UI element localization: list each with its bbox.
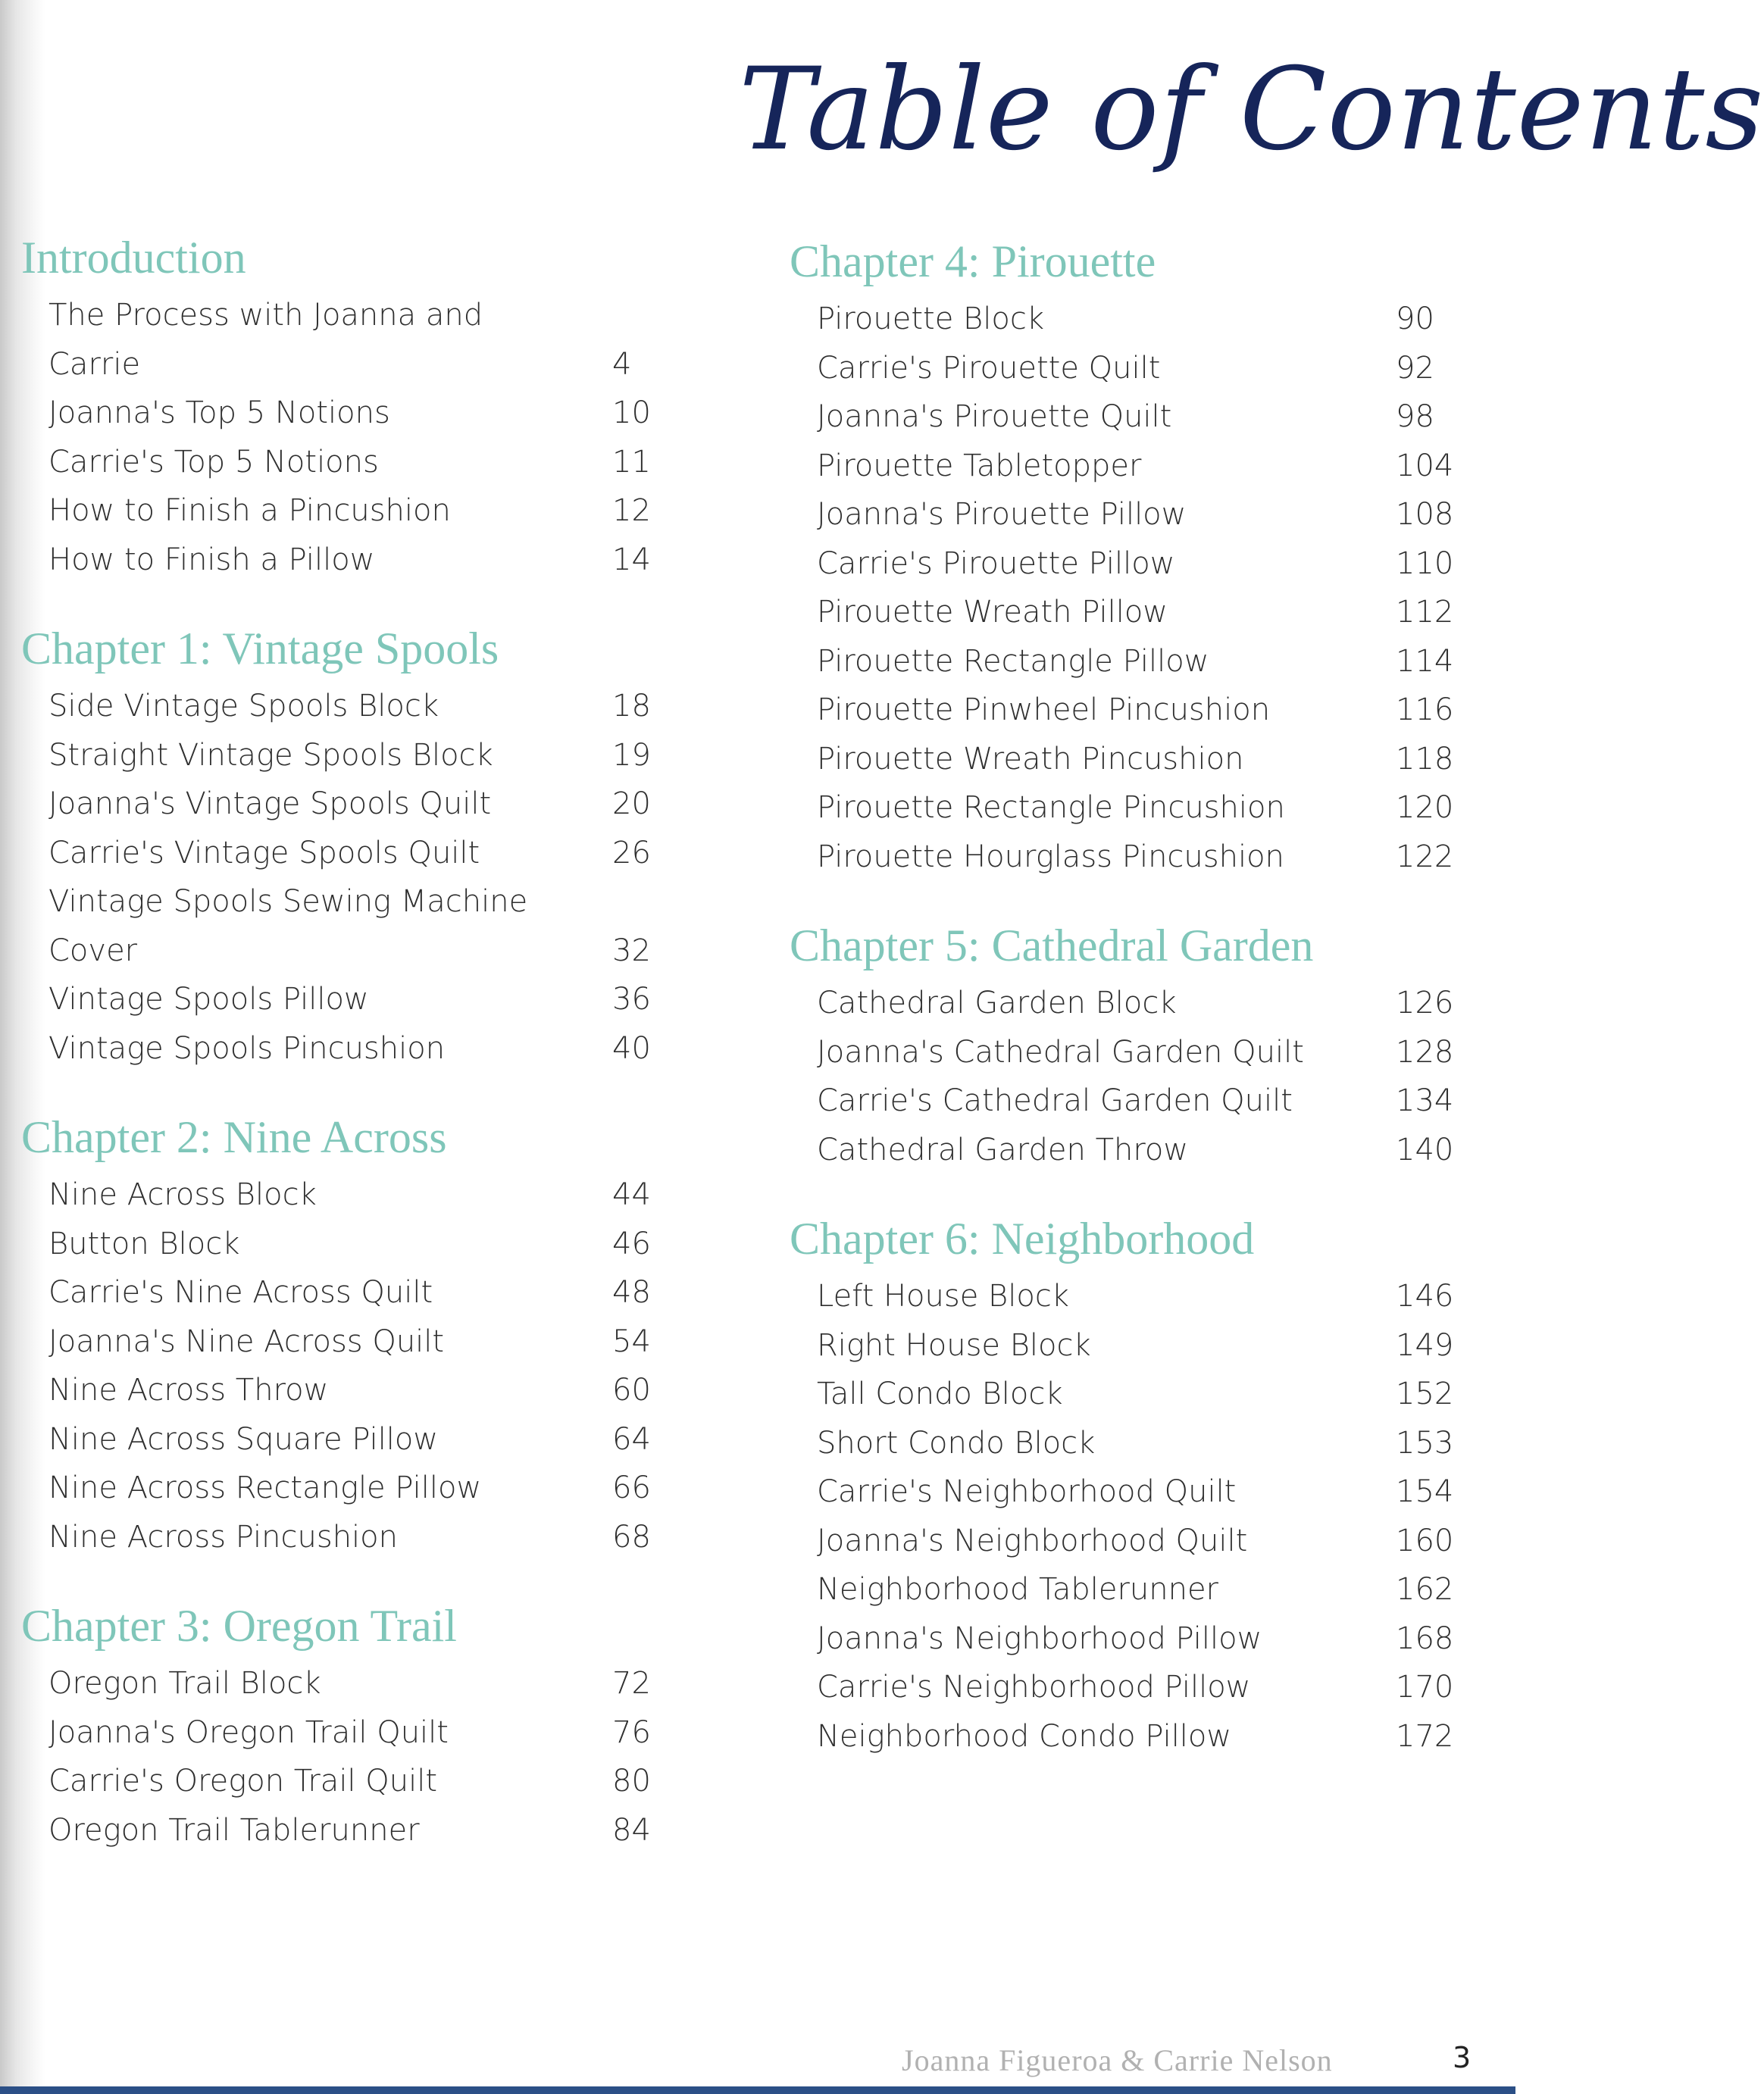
- toc-entry: [21, 1366, 673, 1415]
- toc-entry-title: Vintage Spools Pincushion: [48, 1030, 446, 1066]
- toc-entry: [21, 1806, 673, 1855]
- toc-entry: [21, 291, 673, 389]
- toc-entry-page: 26: [612, 835, 651, 870]
- toc-entry: [21, 975, 673, 1024]
- toc-entry-page: 14: [612, 542, 651, 577]
- toc-entry-title: Cathedral Garden Block: [817, 986, 1177, 1020]
- toc-entry: [790, 1614, 1456, 1664]
- toc-entry-title: Joanna's Pirouette Quilt: [817, 399, 1172, 434]
- toc-entry-title: Pirouette Pinwheel Pincushion: [817, 692, 1271, 727]
- toc-entry-title: Pirouette Tabletopper: [817, 448, 1142, 483]
- toc-entry-title: Nine Across Block: [48, 1177, 317, 1212]
- toc-entry-title: Nine Across Throw: [48, 1373, 329, 1408]
- toc-entry-page: 48: [612, 1275, 651, 1310]
- toc-entry-title: Cathedral Garden Throw: [817, 1132, 1189, 1167]
- toc-entry-title: Neighborhood Tablerunner: [817, 1572, 1218, 1607]
- toc-section: [790, 1208, 1456, 1761]
- toc-entry: [790, 1028, 1456, 1077]
- toc-entry: [21, 731, 673, 780]
- toc-entry-title: Joanna's Neighborhood Quilt: [817, 1523, 1248, 1558]
- toc-entry-page: 114: [1396, 643, 1454, 679]
- toc-entry-title: Pirouette Rectangle Pincushion: [817, 790, 1285, 825]
- toc-entry: [790, 295, 1456, 344]
- toc-entry: [790, 1517, 1456, 1566]
- toc-entry-title: The Process with Joanna and Carrie: [48, 298, 483, 382]
- toc-entry: [21, 780, 673, 829]
- toc-entry: [21, 438, 673, 487]
- toc-entry-page: 68: [612, 1519, 651, 1555]
- toc-entry-title: Side Vintage Spools Block: [48, 689, 439, 724]
- toc-entry: [790, 490, 1456, 539]
- toc-entry-title: Vintage Spools Pillow: [48, 982, 369, 1017]
- toc-entry-title: Pirouette Wreath Pillow: [817, 595, 1168, 630]
- toc-entry-title: Joanna's Oregon Trail Quilt: [48, 1714, 449, 1750]
- bottom-band: [0, 2086, 1515, 2094]
- toc-entry-page: 154: [1396, 1474, 1454, 1509]
- toc-entry-page: 170: [1396, 1670, 1454, 1705]
- toc-entry-page: 44: [612, 1177, 651, 1212]
- toc-entry-page: 80: [612, 1764, 651, 1799]
- toc-entry: [790, 588, 1456, 637]
- toc-right-column: [790, 231, 1456, 1795]
- section-heading: Chapter 1: Vintage Spools: [21, 624, 499, 674]
- toc-entry-page: 153: [1396, 1425, 1454, 1461]
- toc-entry-title: Pirouette Block: [817, 302, 1044, 336]
- toc-entry-title: Left House Block: [817, 1279, 1069, 1314]
- toc-entry-title: Carrie's Pirouette Quilt: [817, 350, 1161, 386]
- toc-entry-title: Pirouette Wreath Pincushion: [817, 741, 1244, 777]
- toc-entry-page: 108: [1396, 497, 1454, 532]
- toc-entry: [21, 1415, 673, 1464]
- toc-entry-page: 149: [1396, 1327, 1454, 1363]
- toc-entry: [790, 1565, 1456, 1614]
- toc-entry: [21, 1659, 673, 1708]
- toc-entry: [790, 1272, 1456, 1321]
- toc-section: [21, 1596, 673, 1855]
- toc-entry-title: Joanna's Top 5 Notions: [48, 395, 390, 430]
- toc-entry: [21, 1513, 673, 1562]
- toc-entry-title: Nine Across Pincushion: [48, 1519, 398, 1555]
- toc-entry: [790, 1126, 1456, 1175]
- toc-entry-title: Joanna's Cathedral Garden Quilt: [817, 1034, 1304, 1070]
- toc-entry-title: Neighborhood Condo Pillow: [817, 1718, 1232, 1754]
- toc-entry-page: 18: [612, 689, 651, 724]
- toc-entry: [790, 1419, 1456, 1468]
- toc-entry-page: 12: [612, 493, 651, 528]
- toc-entry-page: 46: [612, 1226, 651, 1261]
- toc-entry-title: Carrie's Oregon Trail Quilt: [48, 1764, 438, 1799]
- toc-entry-title: Right House Block: [817, 1327, 1091, 1363]
- toc-entry-page: 36: [612, 982, 651, 1017]
- toc-entry-title: Carrie's Top 5 Notions: [48, 444, 379, 480]
- toc-entry-page: 72: [612, 1666, 651, 1701]
- toc-entry-page: 32: [612, 933, 651, 968]
- toc-entry: [21, 536, 673, 585]
- toc-entry-title: Tall Condo Block: [817, 1377, 1063, 1411]
- toc-entry-page: 76: [612, 1714, 651, 1750]
- toc-entry: [790, 1467, 1456, 1517]
- toc-entry: [790, 979, 1456, 1028]
- toc-entry-title: Carrie's Neighborhood Pillow: [817, 1670, 1251, 1705]
- toc-section: [790, 915, 1456, 1174]
- toc-entry-page: 122: [1396, 839, 1454, 874]
- toc-entry-page: 172: [1396, 1718, 1454, 1754]
- toc-entry: [21, 1024, 673, 1074]
- toc-entry-title: Joanna's Pirouette Pillow: [817, 497, 1187, 532]
- toc-entry: [21, 682, 673, 731]
- toc-entry-title: Nine Across Square Pillow: [48, 1421, 439, 1457]
- toc-entry: [790, 686, 1456, 735]
- toc-entry-title: Straight Vintage Spools Block: [48, 737, 493, 773]
- toc-entry-title: Carrie's Pirouette Pillow: [817, 545, 1175, 581]
- toc-entry-page: 66: [612, 1470, 651, 1505]
- toc-entry-title: Button Block: [48, 1226, 240, 1261]
- toc-entry-page: 20: [612, 786, 651, 821]
- toc-entry-page: 4: [612, 346, 632, 382]
- toc-entry: [21, 829, 673, 878]
- page-title: Table of Contents: [739, 44, 1764, 176]
- toc-entry-title: Joanna's Vintage Spools Quilt: [48, 786, 492, 821]
- toc-entry: [790, 783, 1456, 833]
- toc-entry-title: How to Finish a Pincushion: [48, 493, 451, 528]
- toc-entry-title: Pirouette Hourglass Pincushion: [817, 839, 1284, 874]
- toc-entry-page: 116: [1396, 692, 1454, 727]
- toc-entry: [790, 1663, 1456, 1712]
- toc-section: [790, 231, 1456, 881]
- toc-entry-page: 152: [1396, 1377, 1454, 1411]
- toc-entry: [21, 389, 673, 438]
- toc-entry-title: How to Finish a Pillow: [48, 542, 375, 577]
- toc-entry-title: Oregon Trail Tablerunner: [48, 1812, 420, 1848]
- toc-entry-title: Carrie's Cathedral Garden Quilt: [817, 1083, 1293, 1118]
- section-heading: Chapter 2: Nine Across: [21, 1112, 447, 1162]
- toc-section: [21, 618, 673, 1073]
- toc-entry-page: 112: [1396, 595, 1454, 630]
- section-heading: Chapter 3: Oregon Trail: [21, 1601, 457, 1651]
- toc-entry: [790, 1321, 1456, 1370]
- toc-entry: [790, 539, 1456, 589]
- toc-entry-page: 140: [1396, 1132, 1454, 1167]
- toc-entry-page: 134: [1396, 1083, 1454, 1118]
- toc-entry-page: 118: [1396, 741, 1454, 777]
- toc-entry-page: 10: [612, 395, 651, 430]
- footer-page-number: 3: [1453, 2041, 1472, 2074]
- toc-entry-page: 11: [612, 444, 651, 480]
- toc-entry: [21, 1464, 673, 1513]
- toc-entry-page: 60: [612, 1373, 651, 1408]
- toc-entry-title: Joanna's Neighborhood Pillow: [817, 1621, 1262, 1656]
- section-heading: Introduction: [21, 233, 246, 283]
- toc-entry: [21, 1220, 673, 1269]
- toc-entry: [790, 1370, 1456, 1419]
- toc-entry: [790, 833, 1456, 882]
- toc-entry-page: 168: [1396, 1621, 1454, 1656]
- toc-entry-page: 110: [1396, 545, 1454, 581]
- toc-entry-title: Carrie's Nine Across Quilt: [48, 1275, 433, 1310]
- toc-entry-title: Short Condo Block: [817, 1425, 1096, 1461]
- toc-entry: [21, 1317, 673, 1367]
- toc-entry-title: Oregon Trail Block: [48, 1666, 321, 1701]
- toc-entry: [790, 392, 1456, 442]
- toc-entry-page: 92: [1396, 350, 1434, 386]
- toc-entry: [790, 1712, 1456, 1761]
- toc-entry-page: 162: [1396, 1572, 1454, 1607]
- toc-entry: [21, 486, 673, 536]
- toc-entry-page: 128: [1396, 1034, 1454, 1070]
- toc-entry-title: Nine Across Rectangle Pillow: [48, 1470, 482, 1505]
- toc-entry-page: 40: [612, 1030, 651, 1066]
- toc-entry-title: Pirouette Rectangle Pillow: [817, 643, 1209, 679]
- toc-entry-page: 126: [1396, 986, 1454, 1020]
- toc-entry-page: 64: [612, 1421, 651, 1457]
- toc-entry: [21, 1757, 673, 1806]
- toc-left-column: [21, 227, 673, 1889]
- section-heading: Chapter 4: Pirouette: [790, 236, 1156, 286]
- toc-section: [21, 1107, 673, 1561]
- toc-entry: [790, 637, 1456, 686]
- toc-entry: [790, 344, 1456, 393]
- toc-entry: [790, 1077, 1456, 1126]
- toc-entry-page: 19: [612, 737, 651, 773]
- toc-entry-title: Carrie's Neighborhood Quilt: [817, 1474, 1237, 1509]
- section-heading: Chapter 5: Cathedral Garden: [790, 920, 1314, 970]
- toc-entry-page: 146: [1396, 1279, 1454, 1314]
- toc-entry: [21, 1708, 673, 1758]
- section-heading: Chapter 6: Neighborhood: [790, 1214, 1255, 1264]
- toc-entry: [790, 442, 1456, 491]
- toc-entry-page: 104: [1396, 448, 1454, 483]
- toc-section: [21, 227, 673, 584]
- footer-author: Joanna Figueroa & Carrie Nelson: [902, 2043, 1333, 2077]
- toc-entry-title: Carrie's Vintage Spools Quilt: [48, 835, 480, 870]
- toc-entry: [790, 735, 1456, 784]
- toc-entry-title: Vintage Spools Sewing Machine Cover: [48, 884, 528, 968]
- toc-entry-page: 54: [612, 1324, 651, 1359]
- toc-entry: [21, 1268, 673, 1317]
- toc-entry-page: 98: [1396, 399, 1434, 434]
- toc-entry-page: 160: [1396, 1523, 1454, 1558]
- toc-entry-page: 84: [612, 1812, 651, 1848]
- toc-entry-title: Joanna's Nine Across Quilt: [48, 1324, 445, 1359]
- toc-entry: [21, 877, 673, 975]
- toc-entry-page: 120: [1396, 790, 1454, 825]
- toc-entry-page: 90: [1396, 302, 1434, 336]
- toc-entry: [21, 1170, 673, 1220]
